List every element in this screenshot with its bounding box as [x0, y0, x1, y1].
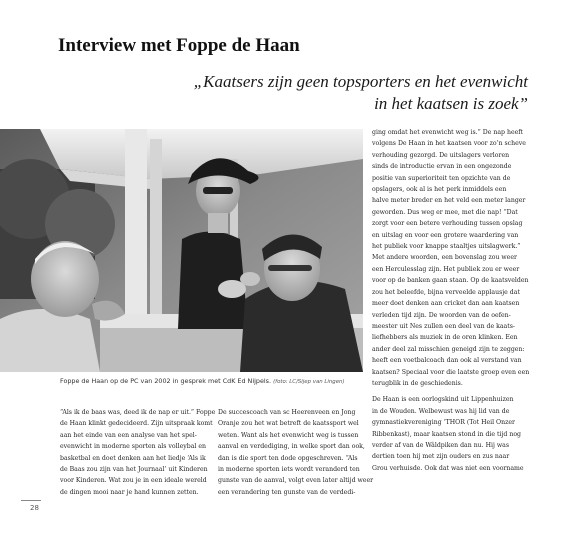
body-column-left: [60, 407, 220, 498]
text-line: aan het einde van een analyse van het spel-: [60, 431, 197, 439]
text-line: meer doet denken aan cricket dan aan kaatsen: [372, 300, 520, 308]
text-line: verhouding gezorgd. De uitslagers verloren: [372, 151, 510, 159]
text-line: in de Wouden. Welbewust was hij lid van de: [372, 407, 510, 415]
text-line: verder af van de Wâldpiken dan nu. Hij was: [372, 441, 510, 449]
text-line: verleden tijd zijn. De woorden van de oefen-: [372, 311, 511, 319]
text-line: De Haan is een oorlogskind uit Lippenhuizen: [372, 396, 514, 404]
text-line: zorgt voor een betere verhouding tussen opslag: [372, 220, 523, 228]
text-line: Met andere woorden, een bovenslag zou weer: [372, 254, 517, 262]
interview-photo: [0, 129, 363, 372]
text-line: halve meter breder en het veld een meter langer: [372, 197, 526, 205]
text-line: de dingen mooi naar je hand kunnen zetten.: [60, 488, 199, 496]
text-line: opslagers, ook al is het perk inmiddels een: [372, 186, 507, 194]
text-line: evenwicht in moderne sporten als volleybal en: [60, 443, 207, 451]
pull-quote-line: in het kaatsen is zoek”: [374, 94, 528, 113]
text-line: voor op de banken gaan staan. Op de kaatsvelden: [372, 277, 529, 285]
pull-quote-line: „Kaatsers zijn geen topsporters en het evenwicht: [193, 72, 528, 91]
text-line: Grou verhuisde. Ook dat was niet een voorname: [372, 464, 524, 472]
article-title: Interview met Foppe de Haan: [58, 35, 300, 56]
text-line: de Haan klinkt gedecideerd. Zijn uitspraak komt: [60, 420, 213, 428]
text-line: voor Kinderen. Wat zou je in een ideale wereld: [60, 477, 207, 485]
text-line: zou het beleefde, bijna verveelde applausje dat: [372, 288, 520, 296]
text-line: kaatsen? Speciaal voor die laatste groep even een: [372, 368, 530, 376]
text-line: meester uit Nes zullen een deel van de kaats-: [372, 322, 516, 330]
page-number: 28: [30, 504, 39, 512]
text-line: geworden. Dus weg er mee, met die nap! “Dat: [372, 208, 518, 216]
text-line: De succescoach van sc Heerenveen en Jong: [218, 409, 356, 416]
page-number-rule: [21, 500, 41, 501]
text-line: basketbal en doet denken aan het liedje ‘Als ik: [60, 454, 206, 462]
text-line: sinds de introductie ervan in een ongezonde: [372, 163, 512, 171]
text-line: ging omdat het evenwicht weg is.” De nap heeft: [372, 129, 524, 136]
text-line: dan is die sport ten dode opgeschreven. “Als: [218, 454, 358, 462]
body-column-right: [372, 127, 542, 474]
text-line: ander deel zal misschien geneigd zijn te zeggen:: [372, 345, 525, 353]
text-line: een Herculesslag zijn. Het publiek zou er weer: [372, 265, 520, 273]
caption-text: Foppe de Haan op de PC van 2002 in gesprek met CdK Ed Nijpels.: [60, 377, 272, 385]
pull-quote: [194, 71, 528, 115]
text-line: een verandering ten gunste van de verdedi-: [218, 488, 356, 496]
text-line: heeft een voetbalcoach dan ook al verstand van: [372, 357, 522, 365]
text-line: Ribbenkast), maar kaatsen stond in die tijd nog: [372, 430, 522, 438]
text-line: “Als ik de baas was, deed ik de nap er uit.” Foppe: [60, 409, 216, 416]
text-line: terugblik in de geschiedenis.: [372, 379, 463, 387]
text-line: de Baas zou zijn van het Journaal’ uit Kinderen: [60, 466, 208, 474]
body-column-middle: [218, 407, 374, 498]
text-line: dertien toen hij met zijn ouders en zus naar: [372, 453, 510, 461]
text-line: Oranje zou het wat betreft de kaatssport wel: [218, 420, 359, 428]
text-line: volgens De Haan in het kaatsen voor zo’n scheve: [372, 140, 526, 148]
text-line: positie van superioriteit ten opzichte van de: [372, 174, 511, 182]
text-line: en uitslag en voor een grotere waardering van: [372, 231, 519, 239]
text-line: gunste van de aanval, volgt even later altijd weer: [218, 477, 374, 485]
text-line: liefhebbers als muziek in de oren klinken. Een: [372, 334, 518, 342]
text-line: weten. Want als het evenwicht weg is tussen: [218, 431, 359, 439]
text-line: aanval en verdediging, in welke sport dan ook,: [218, 443, 365, 451]
text-line: gymnastiekvereniging ‘THOR (Tot Heil Onzer: [372, 419, 515, 427]
photo-caption: [60, 377, 345, 387]
text-line: in moderne sporten iets wordt veranderd ten: [218, 466, 360, 474]
text-line: het publiek voor knappe staaltjes uitslagwerk.”: [372, 243, 521, 251]
photo-credit: (foto: LC/Sijep van Lingen): [273, 379, 345, 385]
